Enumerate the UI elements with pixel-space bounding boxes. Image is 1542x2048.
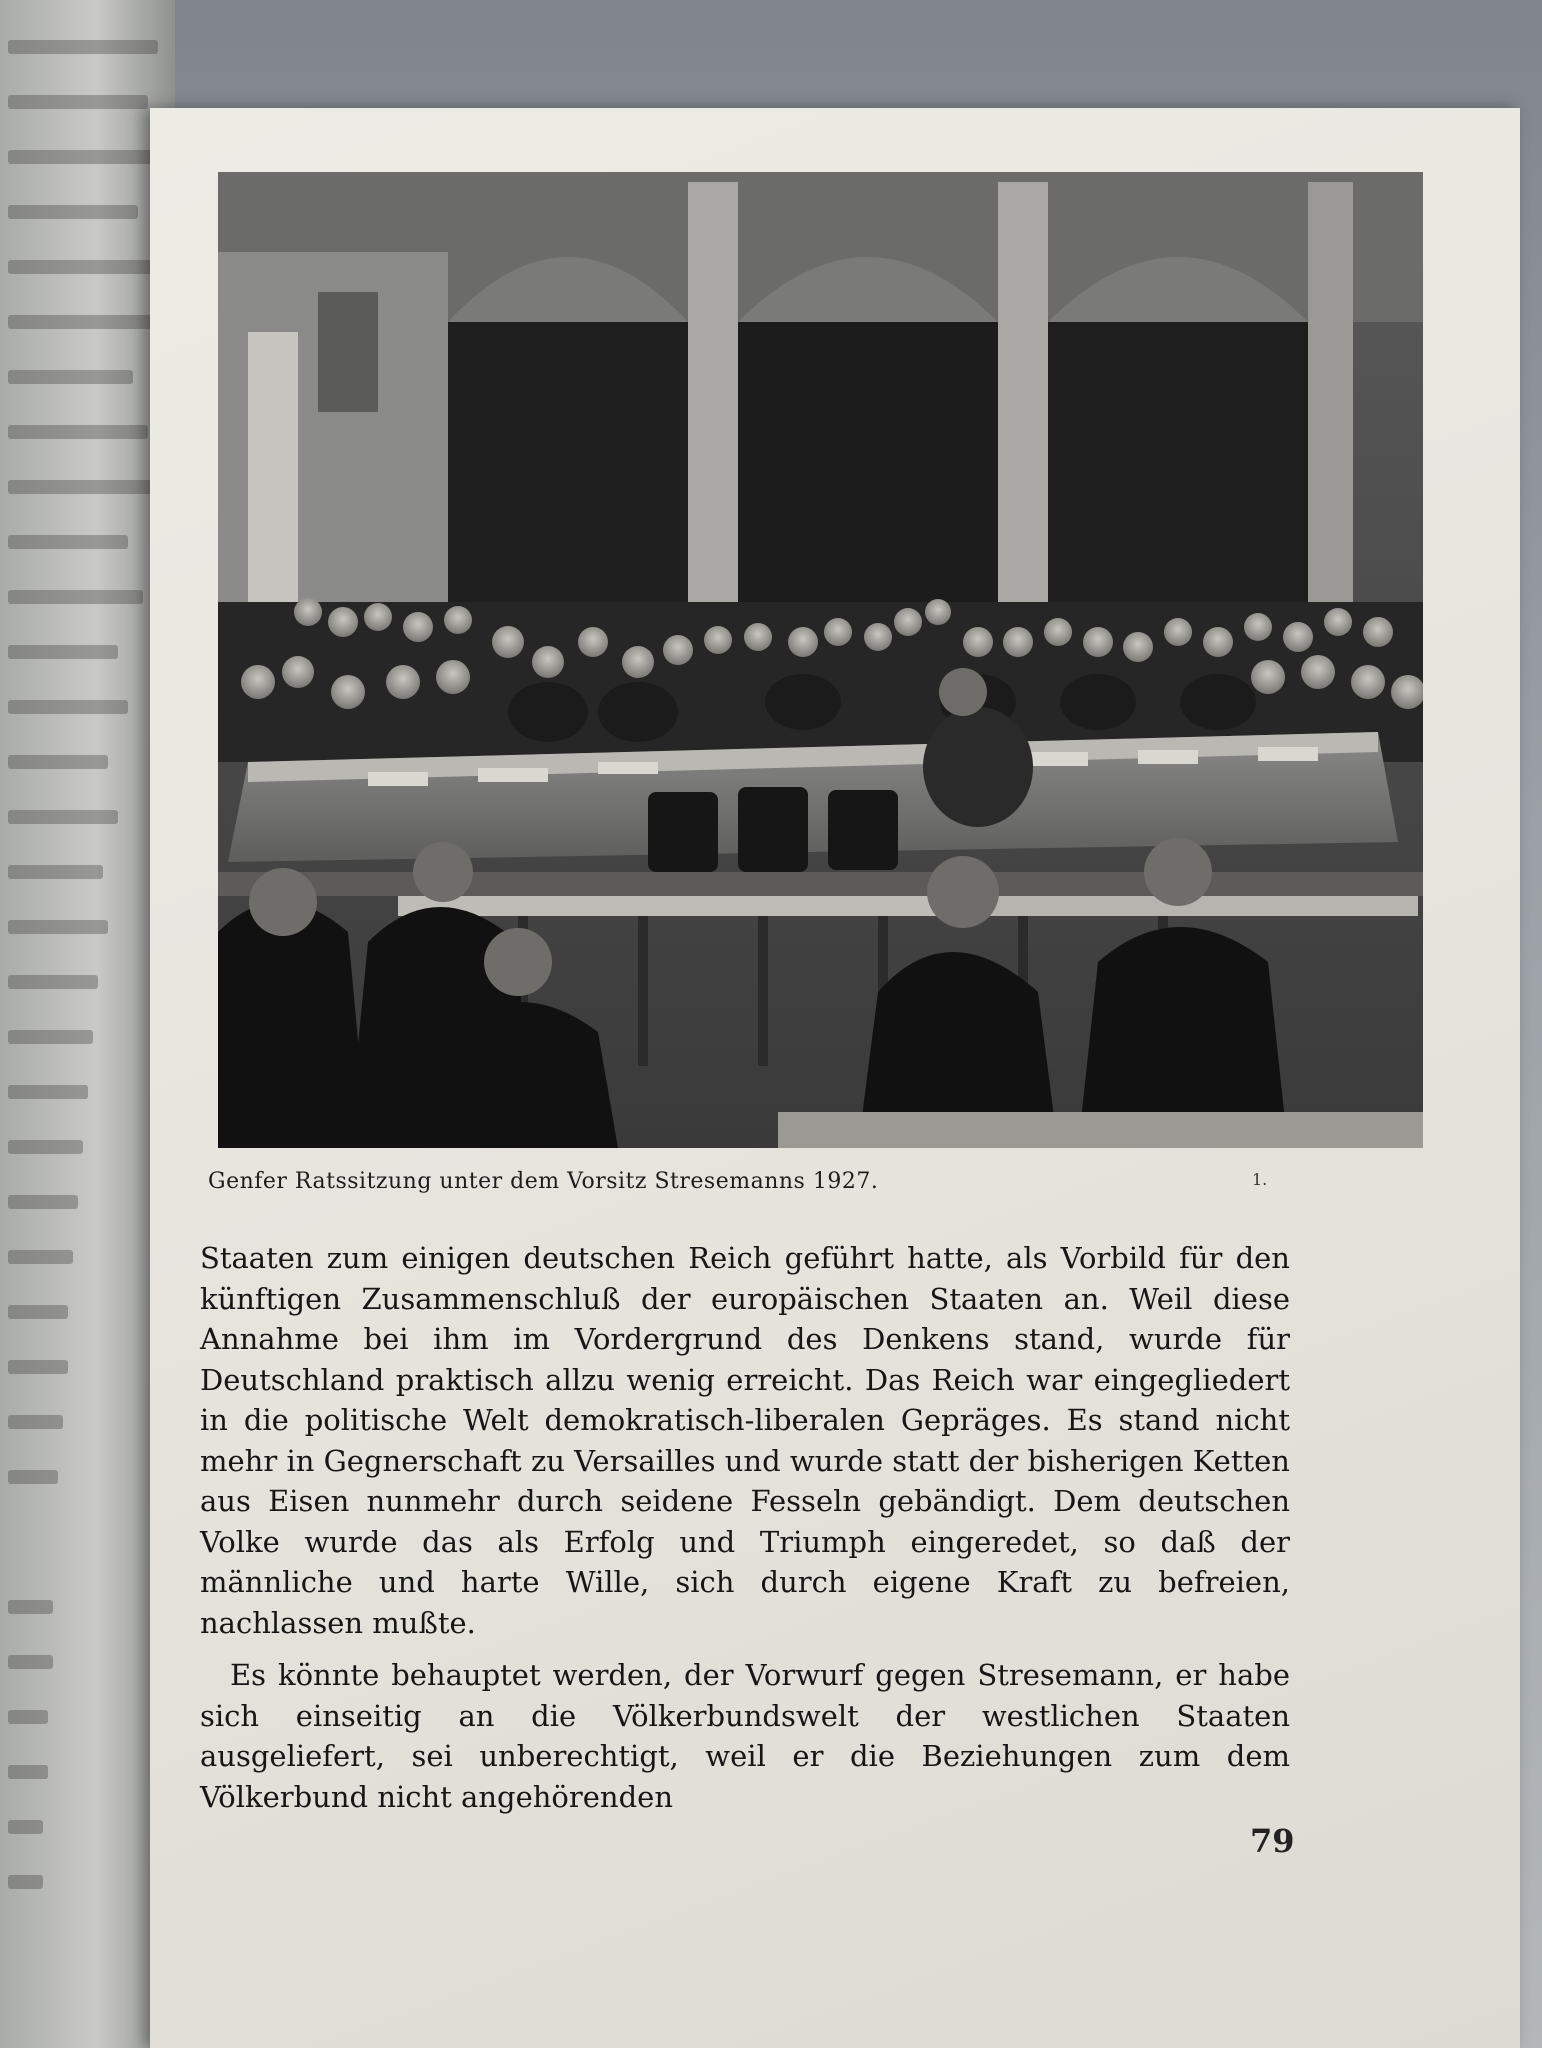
- page-number: 79: [1250, 1822, 1295, 1860]
- left-page-edge: [0, 0, 175, 2048]
- body-text: [200, 1238, 1290, 1817]
- photo-credit: 1.: [1252, 1170, 1268, 1189]
- meeting-photo: [218, 172, 1423, 1148]
- photo-caption: Genfer Ratssitzung unter dem Vorsitz Stresemanns 1927.: [208, 1169, 879, 1194]
- paragraph-2: Es könnte behauptet werden, der Vorwurf gegen Stresemann, er habe sich einseitig an die Völkerbundswelt der westlichen Staaten ausgeliefert, sei unberechtigt, weil er die Beziehungen zum dem Völkerbund nicht angehörenden: [200, 1658, 1290, 1814]
- paragraph-1: Staaten zum einigen deutschen Reich geführt hatte, als Vorbild für den künftigen Zusammenschluß der europäischen Staaten an. Weil diese Annahme bei ihm im Vordergrund des Denkens stand, wurde für Deutschland praktisch allzu wenig erreicht. Das Reich war eingegliedert in die politische Welt demokratisch-liberalen Gepräges. Es stand nicht mehr in Gegnerschaft zu Versailles und wurde statt der bisherigen Ketten aus Eisen nunmehr durch seidene Fesseln gebändigt. Dem deutschen Volke wurde das als Erfolg und Triumph eingeredet, so daß der männliche und harte Wille, sich durch eigene Kraft zu befreien, nachlassen mußte.: [200, 1241, 1290, 1640]
